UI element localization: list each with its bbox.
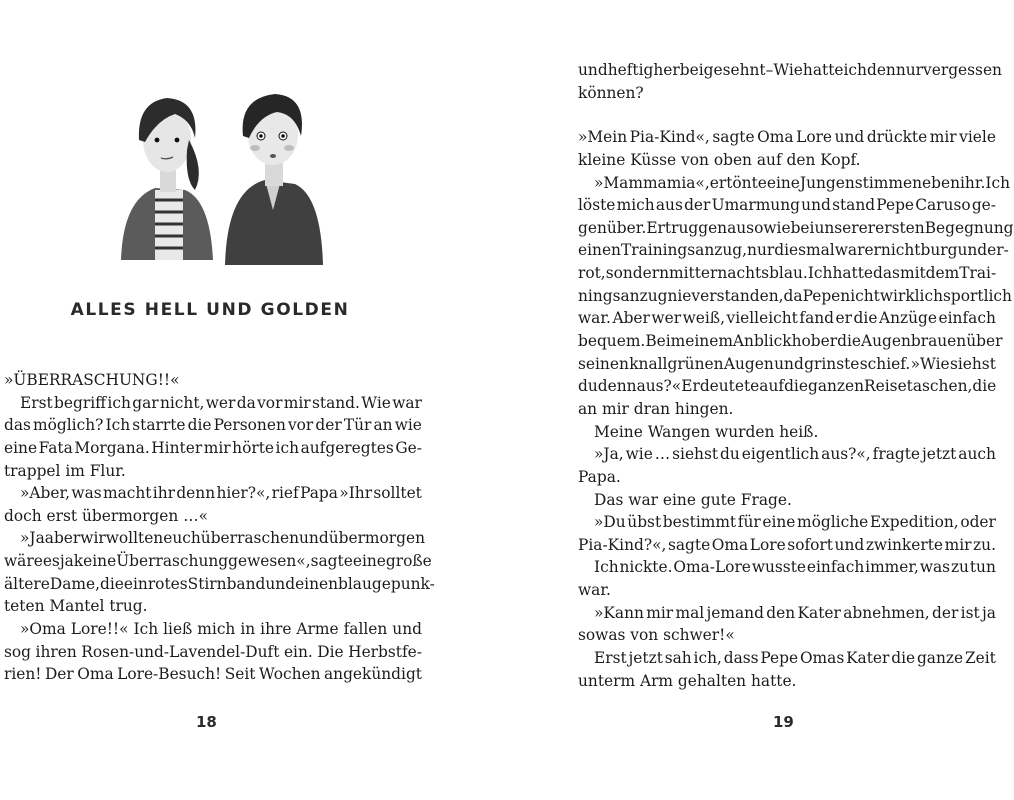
text-line: »Mamma mia«, ertönte eine Jungenstimme neben ihr. Ich xyxy=(594,173,1011,192)
page-number-left: 18 xyxy=(196,713,217,731)
text-line: löste mich aus der Umarmung und stand Pepe Caruso ge- xyxy=(578,196,996,215)
text-line: »Mein Pia-Kind«, sagte Oma Lore und drückte mir viele xyxy=(578,128,996,147)
text-line: »Kann mir mal jemand den Kater abnehmen, der ist ja xyxy=(594,603,996,622)
text-line: »Du übst bestimmt für eine mögliche Expedition, oder xyxy=(594,513,996,532)
right-page xyxy=(500,0,1014,800)
text-line: Papa. xyxy=(578,467,621,486)
text-line: eine Fata Morgana. Hinter mir hörte ich aufgeregtes Ge- xyxy=(4,438,422,457)
text-line: genüber. Er trug genauso wie bei unserer ersten Begegnung xyxy=(578,218,1014,237)
text-line: »Oma Lore!!« Ich ließ mich in ihre Arme fallen und xyxy=(20,620,422,639)
left-page-body xyxy=(4,369,435,686)
chapter-illustration-two-kids xyxy=(115,80,325,265)
text-line: können? xyxy=(578,83,644,102)
text-line: Meine Wangen wurden heiß. xyxy=(594,422,819,441)
text-line: und heftig herbeigesehnt – Wie hatte ich den nur vergessen xyxy=(578,61,1002,79)
text-line: rot, sondern mitternachtsblau. Ich hatte das mit dem Trai- xyxy=(578,264,997,283)
chapter-title: ALLES HELL UND GOLDEN xyxy=(70,300,350,320)
text-line: »Aber, was macht ihr denn hier?«, rief Papa »Ihr solltet xyxy=(20,484,422,503)
text-line: wäre es ja keine Überraschung gewesen«, sagte eine große xyxy=(4,552,432,571)
text-line: an mir dran hingen. xyxy=(578,399,734,418)
text-line: Pia-Kind?«, sagte Oma Lore sofort und zwinkerte mir zu. xyxy=(578,535,996,554)
text-line: trappel im Flur. xyxy=(4,461,126,480)
text-line: einen Trainingsanzug, nur diesmal war er nicht burgunder- xyxy=(578,241,1009,260)
left-page xyxy=(0,0,500,800)
text-line: »ÜBERRASCHUNG!!« xyxy=(4,371,180,389)
text-line: war. xyxy=(578,581,611,600)
text-line: ältere Dame, die ein rotes Stirnband und einen blau gepunk- xyxy=(4,574,435,593)
text-line: Erst jetzt sah ich, dass Pepe Omas Kater die ganze Zeit xyxy=(594,649,996,668)
text-line: doch erst übermorgen …« xyxy=(4,506,209,525)
text-line: Das war eine gute Frage. xyxy=(594,490,792,509)
text-line: Erst begriff ich gar nicht, wer da vor mir stand. Wie war xyxy=(20,393,422,412)
text-line: sog ihren Rosen-und-Lavendel-Duft ein. Die Herbstfe- xyxy=(4,642,422,661)
text-line: du denn aus?« Er deutete auf die ganzen Reisetaschen, die xyxy=(578,377,997,396)
text-line: »Ja, wie … siehst du eigentlich aus?«, fragte jetzt auch xyxy=(594,445,996,464)
text-line: bequem. Bei meinem Anblick hob er die Augenbrauen über xyxy=(578,332,1003,351)
text-line: Ich nickte. Oma-Lore wusste einfach immer, was zu tun xyxy=(594,558,996,577)
text-line: das möglich? Ich starrte die Personen vor der Tür an wie xyxy=(4,416,422,435)
text-line: kleine Küsse von oben auf den Kopf. xyxy=(578,150,861,169)
page-number-right: 19 xyxy=(773,713,794,731)
text-line: unterm Arm gehalten hatte. xyxy=(578,671,797,690)
right-page-body xyxy=(578,59,1014,692)
text-line: sowas von schwer!« xyxy=(578,626,735,645)
text-line: rien! Der Oma Lore-Besuch! Seit Wochen angekündigt xyxy=(4,665,422,684)
text-line: seinen knallgrünen Augen und grinste schief. »Wie siehst xyxy=(578,354,996,373)
text-line: teten Mantel trug. xyxy=(4,597,148,616)
text-line: war. Aber wer weiß, vielleicht fand er die Anzüge einfach xyxy=(578,309,996,328)
text-line: »Ja aber wir wollten euch überraschen und übermorgen xyxy=(20,529,426,548)
text-line: ningsanzug nie verstanden, da Pepe nicht wirklich sportlich xyxy=(578,286,1012,305)
